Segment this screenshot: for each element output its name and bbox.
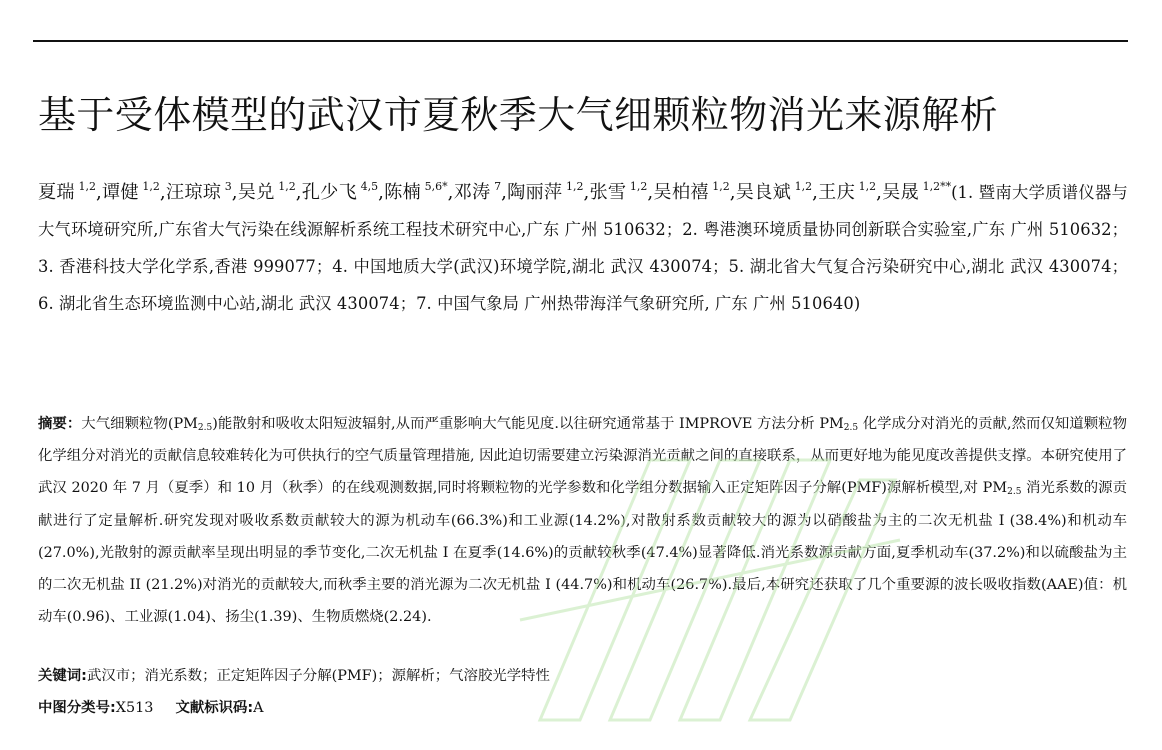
abstract-text: 大气细颗粒物(PM xyxy=(81,416,198,432)
author-separator: , xyxy=(231,182,238,203)
author-separator: , xyxy=(812,182,818,203)
abstract-text: 化学成分对消光的贡献,然而仅知道颗粒物化学组分对消光的贡献信息较难转化为可供执行的空气质量管理措施, 因此迫切需要建立污染源消光贡献之间的直接联系，从而更好地为能见度改善提供支撑。本研究使用了武汉 2020 年 7 月（夏季）和 10 月（秋季）的在线观测数据,同时将颗粒物的光学参数和化学组分数据输入正定矩阵因子分解(PMF)源解析模型,对 PM xyxy=(38,416,1127,497)
abstract xyxy=(38,408,1127,633)
paper-title: 基于受体模型的武汉市夏秋季大气细颗粒物消光来源解析 xyxy=(38,93,999,137)
keywords: 武汉市；消光系数；正定矩阵因子分解(PMF)；源解析；气溶胶光学特性 xyxy=(86,668,550,684)
author-affiliation-marker: 1,2 xyxy=(712,180,730,193)
author-affiliation-marker: 5,6* xyxy=(424,180,448,193)
author-separator: , xyxy=(447,182,454,203)
clc-number: X513 xyxy=(115,700,154,716)
author-name: 吴兑 xyxy=(237,182,275,203)
author-name: 夏瑞 xyxy=(38,182,75,203)
author-name: 吴良斌 xyxy=(735,182,792,203)
author-separator: , xyxy=(583,182,590,203)
classification-line xyxy=(38,692,1127,724)
doc-code-label: 文献标识码: xyxy=(175,700,254,716)
abstract-text: 消光系数的源贡献进行了定量解析.研究发现对吸收系数贡献较大的源为机动车(66.3%)和工业源(14.2%),对散射系数贡献较大的源为以硝酸盐为主的二次无机盐 I (38.4%)和机动车(27.0%),光散射的源贡献率呈现出明显的季节变化,二次无机盐 I 在夏季(14.6%)的贡献较秋季(47.4%)显著降低.消光系数源贡献方面,夏季机动车(37.2%)和以硫酸盐为主的二次无机盐 II (21.2%)对消光的贡献较大,而秋季主要的消光源为二次无机盐 I (44.7%)和机动车(26.7%).最后,本研究还获取了几个重要源的波长吸收指数(AAE)值：机动车(0.96)、工业源(1.04)、扬尘(1.39)、生物质燃烧(2.24). xyxy=(38,480,1127,626)
top-rule xyxy=(33,40,1128,42)
author-affiliation-marker: 1,2 xyxy=(629,180,648,193)
keywords-line xyxy=(38,660,1127,692)
keywords-label: 关键词: xyxy=(38,668,87,684)
author-separator: , xyxy=(876,182,882,203)
author-separator: , xyxy=(647,182,654,203)
abstract-text: )能散射和吸收太阳短波辐射,从而严重影响大气能见度.以往研究通常基于 IMPROVE 方法分析 PM xyxy=(212,416,844,432)
author-affiliation-marker: 1,2 xyxy=(278,180,296,193)
author-name: 王庆 xyxy=(817,182,855,203)
author-name: 张雪 xyxy=(589,182,627,203)
doc-code: A xyxy=(253,700,264,716)
author-name: 陈楠 xyxy=(383,182,421,203)
author-name: 邓涛 xyxy=(453,182,491,203)
abstract-body xyxy=(38,416,1127,625)
author-separator: , xyxy=(501,182,507,203)
author-name: 陶丽萍 xyxy=(506,182,563,203)
author-separator: , xyxy=(378,182,384,203)
author-name: 谭健 xyxy=(101,182,139,203)
author-affiliation-marker: 1,2 xyxy=(78,180,96,193)
clc-label: 中图分类号: xyxy=(38,700,116,716)
affiliations: (1. 暨南大学质谱仪器与大气环境研究所,广东省大气污染在线源解析系统工程技术研究中心,广东 广州 510632；2. 粤港澳环境质量协同创新联合实验室,广东 广州 510632；3. 香港科技大学化学系,香港 999077；4. 中国地质大学(武汉)环境学院,湖北 武汉 430074；5. 湖北省大气复合污染研究中心,湖北 武汉 430074；6. 湖北省生态环境监测中心站,湖北 武汉 430074；7. 中国气象局 广州热带海洋气象研究所, 广东 广州 510640) xyxy=(38,183,1128,313)
author-separator: , xyxy=(295,182,302,203)
subscript: 2.5 xyxy=(197,423,213,433)
author-affiliation-marker: 4,5 xyxy=(360,180,379,193)
subscript: 2.5 xyxy=(1007,487,1022,498)
author-affiliation-marker: 1,2** xyxy=(922,180,952,193)
author-affiliation-marker: 1,2 xyxy=(794,180,813,193)
author-affiliation-marker: 3 xyxy=(224,180,232,193)
author-block xyxy=(38,174,1128,322)
author-name: 吴柏禧 xyxy=(653,182,709,203)
author-affiliation-marker: 7 xyxy=(494,180,502,193)
author-separator: , xyxy=(729,182,736,203)
subscript: 2.5 xyxy=(843,423,859,433)
author-name: 孔少飞 xyxy=(301,182,357,203)
author-name: 汪琼琼 xyxy=(165,182,222,203)
author-affiliation-marker: 1,2 xyxy=(858,180,877,193)
author-affiliation-marker: 1,2 xyxy=(142,180,160,193)
author-list xyxy=(38,182,951,203)
author-separator: , xyxy=(95,182,102,203)
author-name: 吴晟 xyxy=(881,182,919,203)
author-separator: , xyxy=(159,182,166,203)
author-affiliation-marker: 1,2 xyxy=(565,180,584,193)
abstract-label: 摘要： xyxy=(38,416,82,432)
